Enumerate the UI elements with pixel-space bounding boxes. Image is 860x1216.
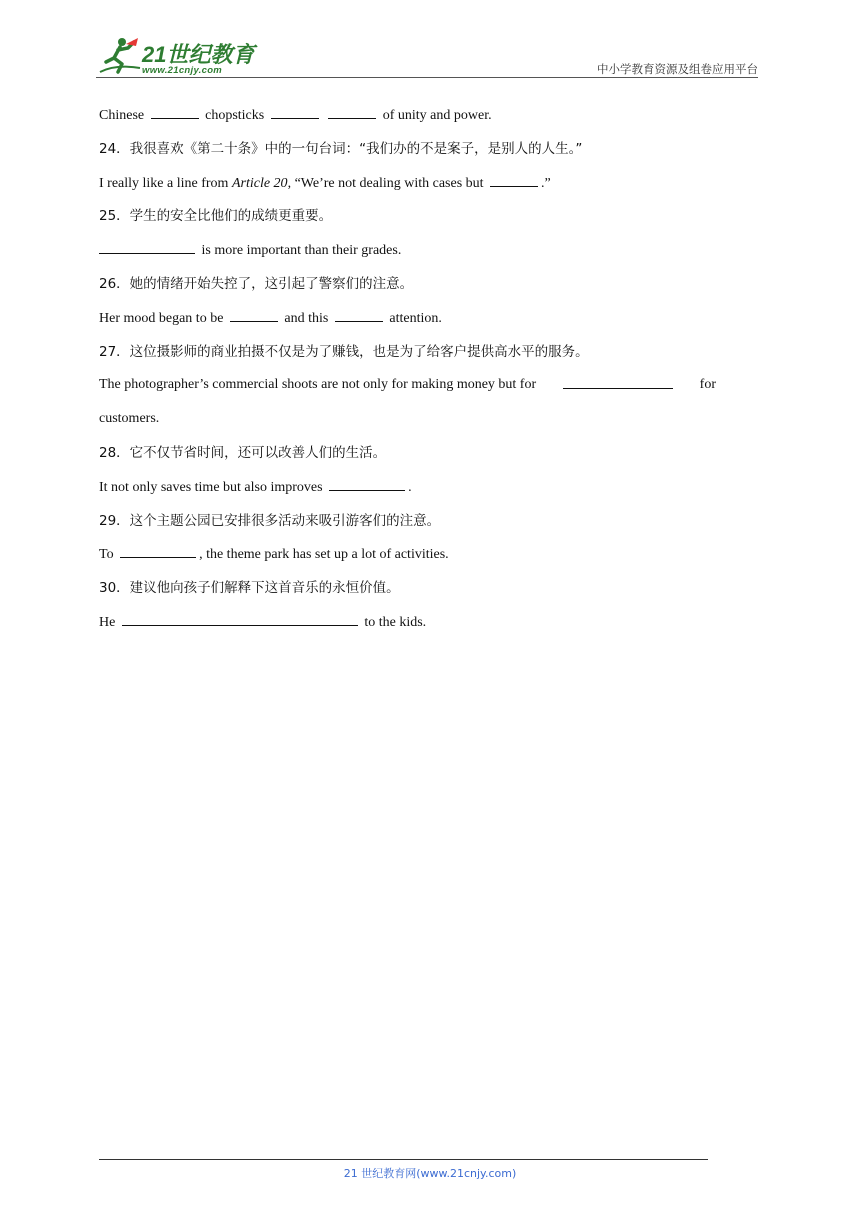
- text-segment: is more important than their grades.: [201, 243, 402, 259]
- answer-blank[interactable]: [490, 172, 538, 187]
- text-segment: .”: [541, 175, 551, 191]
- page-header: [96, 34, 758, 80]
- text-segment: attention.: [389, 310, 442, 326]
- answer-blank[interactable]: [151, 104, 199, 119]
- answer-blank[interactable]: [563, 374, 673, 389]
- q29-english: [99, 543, 719, 577]
- text-segment: The photographer’s commercial shoots are not only for making money but for: [99, 377, 537, 393]
- q27-english: [99, 374, 716, 408]
- answer-blank[interactable]: [122, 611, 358, 626]
- q30-english: [99, 611, 719, 645]
- q26-chinese: 26．她的情绪开始失控了，这引起了警察们的注意。: [99, 275, 414, 292]
- answer-blank[interactable]: [120, 543, 196, 558]
- q27-chinese: 27．这位摄影师的商业拍摄不仅是为了赚钱，也是为了给客户提供高水平的服务。: [99, 343, 589, 360]
- answer-blank[interactable]: [335, 307, 383, 322]
- answer-blank[interactable]: [230, 307, 278, 322]
- q24-chinese: 24．我很喜欢《第二十条》中的一句台词：“我们办的不是案子，是别人的人生。”: [99, 140, 583, 157]
- text-segment: chopsticks: [205, 108, 265, 123]
- footer-divider: [99, 1159, 708, 1160]
- text-segment: To: [99, 547, 114, 563]
- site-logo: [96, 34, 266, 78]
- answer-blank[interactable]: [271, 104, 319, 119]
- q27-english-cont: customers.: [99, 411, 160, 427]
- exercise-list: [99, 104, 719, 645]
- text-segment: He: [99, 614, 116, 630]
- logo-text: 21世纪教育: [142, 42, 255, 67]
- answer-blank[interactable]: [329, 476, 405, 491]
- runner-logo-icon: [96, 34, 142, 78]
- text-segment: I really like a line from: [99, 175, 232, 191]
- film-title: Article 20: [231, 175, 288, 191]
- text-segment: of unity and power.: [382, 108, 492, 123]
- q25-chinese: 25．学生的安全比他们的成绩更重要。: [99, 208, 333, 225]
- q28-chinese: 28．它不仅节省时间，还可以改善人们的生活。: [99, 444, 387, 461]
- q28-english: [99, 476, 719, 510]
- header-tagline: 中小学教育资源及组卷应用平台: [597, 62, 758, 76]
- header-divider: [96, 77, 758, 78]
- q26-english: [99, 307, 719, 341]
- q24-english: [99, 172, 719, 206]
- text-segment: .: [408, 479, 412, 495]
- q25-english: [99, 239, 719, 273]
- page-footer: 21 世纪教育网(www.21cnjy.com): [343, 1167, 517, 1180]
- text-segment: for: [699, 377, 716, 393]
- logo-url: www.21cnjy.com: [142, 65, 223, 76]
- answer-blank[interactable]: [99, 239, 195, 254]
- text-segment: , the theme park has set up a lot of activities.: [199, 547, 449, 563]
- answer-blank[interactable]: [328, 104, 376, 119]
- text-segment: and this: [284, 310, 329, 326]
- text-segment: Chinese: [99, 108, 145, 123]
- q29-chinese: 29．这个主题公园已安排很多活动来吸引游客们的注意。: [99, 512, 441, 529]
- text-segment: to the kids.: [364, 614, 427, 630]
- q23-english-line: [99, 104, 719, 138]
- text-segment: , “We’re not dealing with cases but: [287, 175, 484, 191]
- text-segment: Her mood began to be: [99, 310, 224, 326]
- text-segment: It not only saves time but also improves: [99, 479, 323, 495]
- q30-chinese: 30．建议他向孩子们解释下这首音乐的永恒价值。: [99, 580, 400, 597]
